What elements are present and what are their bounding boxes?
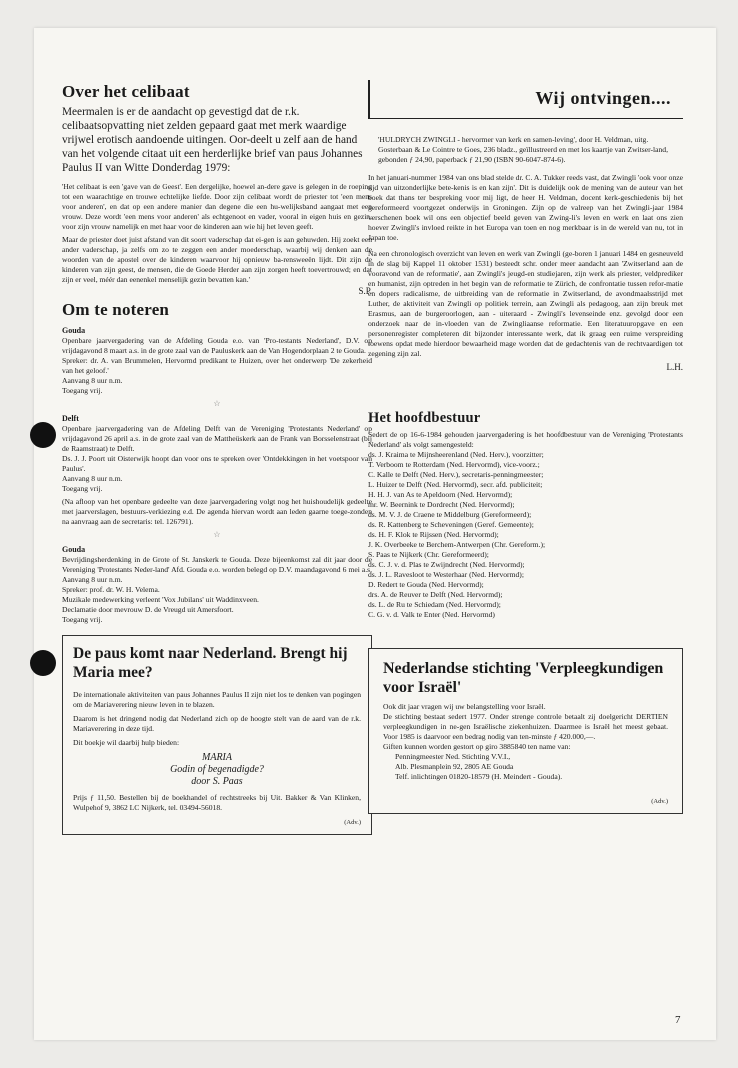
book-author: door S. Paas: [191, 776, 243, 787]
stichting-advertisement: [368, 648, 683, 814]
member-list-item: T. Verboom te Rotterdam (Ned. Hervormd), vice-voorz.;: [368, 460, 540, 469]
member-list-item: mr. W. Beernink te Dordrecht (Ned. Hervormd);: [368, 500, 515, 509]
member-list-item: drs. A. de Reuver te Delft (Ned. Hervormd);: [368, 590, 503, 599]
hoofdbestuur-members-list: [368, 450, 683, 620]
member-list-item: ds. J. Kraima te Mijnsheerenland (Ned. Herv.), voorzitter;: [368, 450, 544, 459]
ontvangen-book-text: 'HULDRYCH ZWINGLI - hervormer van kerk en samen-leving', door H. Veldman, uitg. Gosterbaan & Le Cointre te Goes, 236 bladz., geïllustreerd en met los kaartje van Zwitser-land, gebonden ƒ 24,90, paperback ƒ 21,90 (ISBN 90-6047-874-6).: [378, 135, 669, 164]
delft-speaker: Ds. J. J. Poort uit Oisterwijk hoopt dan voor ons te spreken over 'Ontdekkingen in het voetspoor van Paulus'.: [62, 454, 372, 473]
noteren-title: Om te noteren: [62, 300, 170, 319]
celibaat-title: Over het celibaat: [62, 82, 190, 101]
hoofdbestuur-title: Het hoofdbestuur: [368, 410, 481, 426]
star-divider-icon: ☆: [213, 530, 221, 539]
stichting-ad-p1: Ook dit jaar vragen wij uw belangstelling voor Israël.: [383, 702, 546, 711]
punch-hole-top: [30, 422, 56, 448]
member-list-item: L. Huizer te Delft (Ned. Hervormd), secr. afd. publiciteit;: [368, 480, 543, 489]
book-title-1: MARIA: [202, 752, 232, 763]
member-list-item: ds. C. J. v. d. Plas te Zwijndrecht (Ned. Hervormd);: [368, 560, 525, 569]
stichting-ad-addr1: Penningmeester Ned. Stichting V.V.I.,: [395, 752, 511, 761]
left-column: [62, 82, 372, 835]
stichting-ad-adv-label: (Adv.): [651, 798, 668, 805]
member-list-item: J. K. Overbeeke te Berchem-Antwerpen (Chr. Gereform.);: [368, 540, 546, 549]
paus-ad-p3: Dit boekje wil daarbij hulp bieden:: [73, 738, 180, 747]
celibaat-lead: Meermalen is er de aandacht op gevestigd dat de r.k. celibaatsopvatting niet zelden gepaard gaat met merk waardige vrijwel erotisch aandoende uitingen. Oor-deelt u zelf aan de hand van het volgende citaat uit een herderlijke brief van paus Johannes Paulus II van Witte Donderdag 1979:: [62, 106, 363, 174]
noteren-article: [62, 300, 372, 625]
delft-body: Openbare jaarvergadering van de Afdeling Delft van de Vereniging 'Protestants Nederland' op vrijdagavond 26 april a.s. in de grote zaal van de Mattheüskerk aan de Frank van Borsselenstraat (bij de Raamstraat) te Delft.: [62, 424, 372, 453]
member-list-item: S. Paas te Nijkerk (Chr. Gereformeerd);: [368, 550, 489, 559]
gouda2-speaker: Spreker: prof. dr. W. H. Velema.: [62, 585, 160, 594]
stichting-ad-title: Nederlandse stichting 'Verpleegkundigen voor Israël': [383, 660, 664, 696]
member-list-item: C. G. v. d. Valk te Enter (Ned. Hervormd): [368, 610, 495, 619]
page-number: 7: [675, 1014, 681, 1026]
punch-hole-bottom: [30, 650, 56, 676]
gouda1-start: Aanvang 8 uur n.m.: [62, 376, 123, 385]
ontvangen-header: [368, 80, 683, 119]
stichting-ad-addr3: Telf. inlichtingen 01820-18579 (H. Meindert - Gouda).: [395, 772, 563, 781]
gouda1-entry: Toegang vrij.: [62, 386, 103, 395]
paus-ad-title: De paus komt naar Nederland. Brengt hij Maria mee?: [73, 645, 348, 681]
member-list-item: H. H. J. van As te Apeldoorn (Ned. Hervormd);: [368, 490, 513, 499]
gouda1-speaker: Spreker: dr. A. van Brummelen, Hervormd predikant te Huizen, over het onderwerp 'De zekerheid van het geloof.': [62, 356, 372, 375]
member-list-item: C. Kalle te Delft (Ned. Herv.), secretaris-penningmeester;: [368, 470, 544, 479]
gouda2-entry: Toegang vrij.: [62, 615, 103, 624]
delft-heading: Delft: [62, 414, 79, 423]
gouda2-body: Bevrijdingsherdenking in de Grote of St. Janskerk te Gouda. Deze bijeenkomst zal dit jaar door de Vereniging 'Protestants Neder-land' Afd. Gouda e.o. worden belegd op D.V. maandagavond 6 mei a.s. Aanvang 8 uur n.m.: [62, 555, 372, 584]
member-list-item: ds. L. de Ru te Schiedam (Ned. Hervormd);: [368, 600, 501, 609]
paus-ad-price: Prijs ƒ 11,50. Bestellen bij de boekhandel of rechtstreeks bij Uit. Bakker & Van Klinken, Wulpehof 9, 3862 LC Nijkerk, tel. 03494-56018.: [73, 793, 361, 812]
member-list-item: D. Redert te Gouda (Ned. Hervormd);: [368, 580, 484, 589]
star-divider-icon: ☆: [213, 399, 221, 408]
member-list-item: ds. R. Kattenberg te Scheveningen (Geref. Gemeente);: [368, 520, 534, 529]
paus-advertisement: [62, 635, 372, 835]
hoofdbestuur-article: [368, 410, 683, 620]
ontvangen-title: Wij ontvingen....: [535, 88, 671, 108]
paus-ad-adv-label: (Adv.): [344, 819, 361, 826]
delft-note: (Na afloop van het openbare gedeelte van deze jaarvergadering volgt nog het huishoudelijk gedeelte met jaarverslagen, bestuurs-verkiezing e.d. De agenda hiervan wordt aan leden gaarne toege-zonden na aanvraag aan de secretaris: tel. 126791).: [62, 497, 372, 526]
ontvangen-book-entry: [378, 135, 669, 165]
ontvangen-signature: L.H.: [666, 362, 683, 372]
gouda2-declamation: Declamatie door mevrouw D. de Vreugd uit Amersfoort.: [62, 605, 234, 614]
paus-ad-p1: De internationale aktiviteiten van paus Johannes Paulus II zijn niet los te denken van pogingen om de Mariaverering nieuw leven in te blazen.: [73, 690, 361, 709]
celibaat-article: [62, 82, 372, 296]
ontvangen-p2: Na een chronologisch overzicht van leven en werk van Zwingli (ge-boren 1 januari 1484 en gesneuveld in de slag bij Kappel 11 oktober 1531) besteedt schr. onder meer aandacht aan 'Zwitserland aan de vooravond van de reformatie', aan Zwingli's jeugd-en studiejaren, zijn werk als priester, veldprediker en humanist, zijn optreden in het begin van de reformatie te Zürich, de confrontatie tussen refor-matie en dopers radicalisme, de uitbreiding van de reformatie in Zwitserland, de avondmaalsstrijd met Luther, de aktiviteit van Zwingli op politiek terrein, aan Zwingli als pedagoog, aan zijn breuk met Erasmus, aan de burgeroorlogen, aan - uiteraard - Zwingli's levenseinde enz. gevolgd door een onderzoek naar de in-vloeden van de Zwingliaanse reformatie. Een literatuuropgave en een personenregister completeren dit bijzonder interessante werk, dat ik graag een ruime verspreiding toewens opdat mede hierdoor bewaarheid mage worden dat de gedachtenis van de rechtvaardigen tot zegening zijn zal.: [368, 249, 683, 358]
gouda1-heading: Gouda: [62, 326, 86, 335]
gouda2-music: Muzikale medewerking verleent 'Vox Jubilans' uit Waddinxveen.: [62, 595, 259, 604]
stichting-ad-p3: Giften kunnen worden gestort op giro 3885840 ten name van:: [383, 742, 571, 751]
member-list-item: ds. M. V. J. de Craene te Middelburg (Gereformeerd);: [368, 510, 532, 519]
ontvangen-p1: In het januari-nummer 1984 van ons blad stelde dr. C. A. Tukker reeds vast, dat Zwingli 'ook voor onze tijd van uitzonderlijke bete-kenis is en kan zijn'. Dit is duidelijk ook de mening van de auteur van het boek dat thans ter bespreking voor mij ligt, de heer H. Veldman, docent kerk-geschiedenis bij het gereformeerd voortgezet onderwijs in Groningen. Zijn op de valreep van het Zwingli-jaar 1984 verschenen boek wil ons een objectief beeld geven van Zwing-li's leven en werk en laat ons zien hoever Zwingli's invloed reikte in het Europa van toen en nog merkbaar is in de wereld van nu, tot in Japan toe.: [368, 173, 683, 242]
delft-start: Aanvang 8 uur n.m.: [62, 474, 123, 483]
gouda2-heading: Gouda: [62, 545, 86, 554]
magazine-page: [34, 28, 716, 1040]
paus-ad-p2: Daarom is het dringend nodig dat Nederland zich op de hoogte stelt van de aard van de r.k. Mariaverering in deze tijd.: [73, 714, 361, 733]
member-list-item: ds. J. L. Ravesloot te Westerhaar (Ned. Hervormd);: [368, 570, 524, 579]
celibaat-signature: S.P.: [358, 286, 372, 296]
paus-ad-book: [73, 752, 361, 788]
book-title-2: Godin of begenadigde?: [170, 764, 264, 775]
delft-entry: Toegang vrij.: [62, 484, 103, 493]
right-column: [368, 76, 683, 814]
hoofdbestuur-intro: Sedert de op 16-6-1984 gehouden jaarvergadering is het hoofdbestuur van de Vereniging 'Protestants Nederland' als volgt samengesteld:: [368, 430, 683, 449]
gouda1-body: Openbare jaarvergadering van de Afdeling Gouda e.o. van 'Pro-testants Nederland', D.V. op vrijdagavond 8 maart a.s. in de grote zaal van de Pauluskerk aan de Van Hogendorplaan 2 te Gouda.: [62, 336, 372, 355]
member-list-item: ds. H. F. Klok te Rijssen (Ned. Hervormd);: [368, 530, 499, 539]
stichting-ad-p2: De stichting bestaat sedert 1977. Onder strenge controle betaalt zij doelgericht DERTIEN verpleegkundigen in ne-gen Israëlische ziekenhuizen. Daarmee is Israël het meest gebaat. Voor 1985 is daarvoor een bedrag nodig van ten-minste ƒ 420.000,—.: [383, 712, 668, 741]
celibaat-quote-2: Maar de priester doet juist afstand van dit soort vaderschap dat ei-gen is aan gehuwden. Hij zoekt een ander vaderschap, ja zelfs om zo te zeggen een ander moederschap, waarbij wij denken aan de woorden van de apostel over de kinderen waarvoor hij opnieuw ba-rensweeën lijdt. Dit zijn de kinderen van zijn geest, de mensen, die de Goede Herder aan zijn zorgen heeft toevertrouwd; en dat zijn er veel, méér dan eenenkel menselijk gezin bevatten kan.': [62, 235, 372, 284]
celibaat-quote-1: 'Het celibaat is een 'gave van de Geest'. Een dergelijke, hoewel an-dere gave is gelegen in de roeping tot een waarachtige en trouwe echtelijke liefde. Door zijn celibaat wordt de priester tot 'een mens voor anderen', en dat op een andere manier dan degene die een hu-welijksband aangaat met een vrouw. Deze wordt 'een mens voor anderen' als echtgenoot en vader, vooral in eigen huis en gezin, voor zijn vrouw namelijk en met haar voor de kinderen aan wie hij het leven geeft.: [62, 182, 372, 231]
stichting-ad-addr2: Alb. Plesmanplein 92, 2805 AE Gouda: [395, 762, 514, 771]
